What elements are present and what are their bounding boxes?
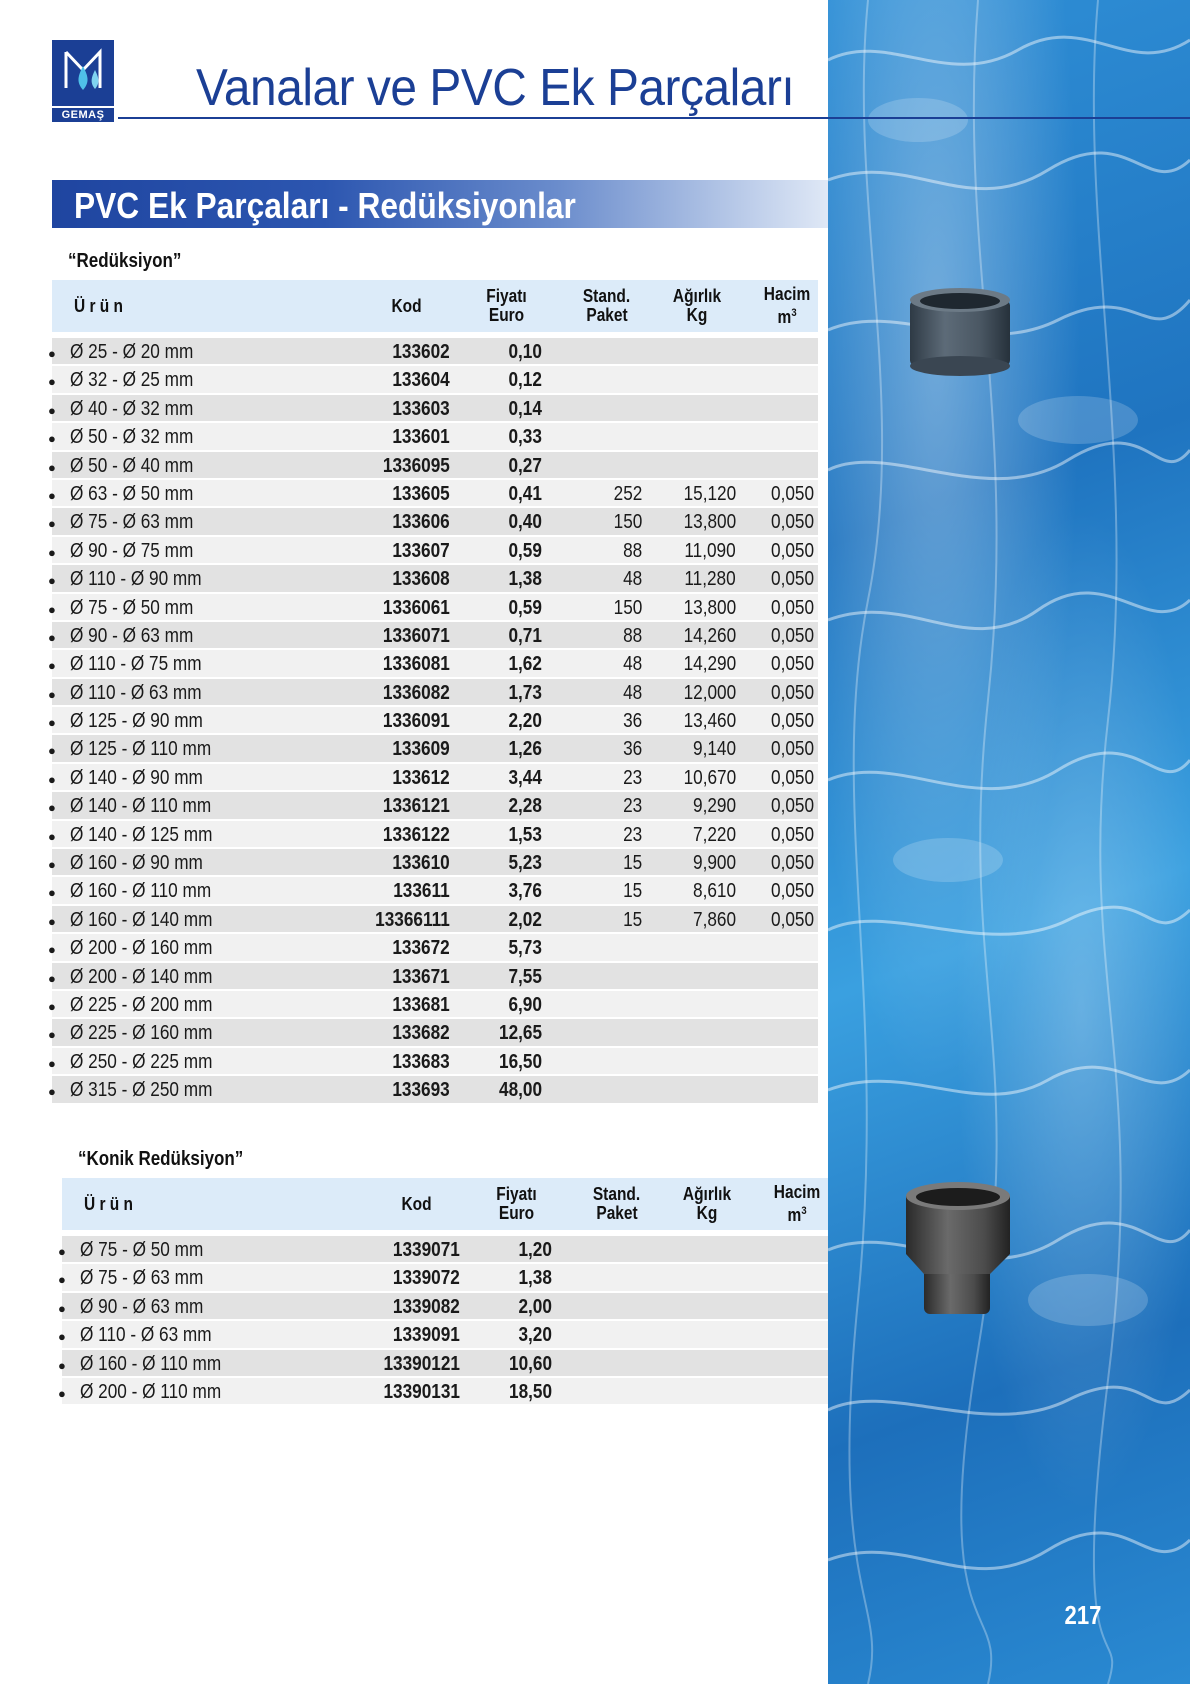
cell-agirlik: 14,260 xyxy=(683,624,736,647)
cell-paket: 23 xyxy=(622,766,642,789)
cell-urun: Ø 25 - Ø 20 mm xyxy=(70,341,194,363)
cell-paket xyxy=(562,1076,642,1104)
cell-fiyat: 2,02 xyxy=(508,908,542,931)
bullet: ● xyxy=(58,1272,66,1288)
bullet: ● xyxy=(48,970,56,986)
cell-urun: Ø 110 - Ø 63 mm xyxy=(80,1324,212,1347)
cell-urun: Ø 225 - Ø 160 mm xyxy=(70,1022,213,1045)
cell-agirlik xyxy=(652,963,736,991)
bullet: ● xyxy=(48,828,56,844)
table-row xyxy=(48,904,818,932)
col-fiyat: Fiyatı Euro xyxy=(496,1184,538,1223)
cell-fiyat: 1,53 xyxy=(508,823,542,846)
cell-fiyat: 2,20 xyxy=(508,710,542,733)
table-row xyxy=(48,393,818,421)
bullet: ● xyxy=(48,658,56,674)
cell-fiyat: 0,12 xyxy=(508,369,542,392)
cell-kod: 133601 xyxy=(392,426,450,449)
bullet: ● xyxy=(48,942,56,958)
cell-paket xyxy=(562,1048,642,1076)
bullet: ● xyxy=(58,1244,66,1259)
table-row xyxy=(48,733,818,761)
cell-hacim xyxy=(742,423,814,451)
cell-agirlik: 7,860 xyxy=(692,908,736,931)
cell-paket xyxy=(562,338,642,366)
cell-paket: 88 xyxy=(622,539,642,562)
col-hacim: Hacim $m^3$ xyxy=(773,1182,821,1225)
table-row xyxy=(58,1376,828,1404)
table-row xyxy=(48,961,818,989)
water-background xyxy=(828,0,1190,1684)
cell-hacim xyxy=(752,1293,824,1321)
cell-urun: Ø 250 - Ø 225 mm xyxy=(70,1050,213,1073)
cell-agirlik: 9,900 xyxy=(692,852,736,875)
cell-hacim: 0,050 xyxy=(770,852,814,875)
cell-hacim xyxy=(752,1378,824,1406)
table-header xyxy=(52,280,818,332)
cell-fiyat: 5,73 xyxy=(508,937,542,960)
cell-urun: Ø 140 - Ø 110 mm xyxy=(70,795,212,818)
cell-hacim: 0,050 xyxy=(770,482,814,505)
cell-fiyat: 48,00 xyxy=(498,1079,542,1102)
cell-fiyat: 0,59 xyxy=(508,596,542,619)
cell-urun: Ø 200 - Ø 140 mm xyxy=(70,965,213,988)
cell-urun: Ø 63 - Ø 50 mm xyxy=(70,482,194,505)
table-row xyxy=(58,1234,828,1262)
cell-hacim: 0,050 xyxy=(770,681,814,704)
cell-urun: Ø 110 - Ø 90 mm xyxy=(70,568,202,591)
table-row xyxy=(48,932,818,960)
cell-agirlik xyxy=(652,1076,736,1104)
cell-fiyat: 0,71 xyxy=(508,624,542,647)
table-row xyxy=(48,1046,818,1074)
cell-urun: Ø 160 - Ø 90 mm xyxy=(70,852,203,875)
bullet: ● xyxy=(48,913,56,929)
table-row xyxy=(48,478,818,506)
col-urun: Ü r ü n xyxy=(83,1193,134,1214)
cell-kod: 133681 xyxy=(392,993,450,1016)
cell-hacim: 0,050 xyxy=(770,568,814,591)
cell-agirlik xyxy=(652,395,736,423)
cell-paket: 48 xyxy=(622,568,642,591)
bullet: ● xyxy=(48,998,56,1014)
cell-agirlik: 11,280 xyxy=(684,568,736,591)
cell-kod: 1336095 xyxy=(383,454,450,477)
bullet: ● xyxy=(48,516,56,532)
cell-hacim xyxy=(742,395,814,423)
cell-paket: 150 xyxy=(613,511,642,534)
cell-hacim xyxy=(742,338,814,366)
cell-agirlik xyxy=(662,1293,746,1321)
cell-fiyat: 18,50 xyxy=(508,1380,552,1403)
cell-kod: 133605 xyxy=(392,482,450,505)
cell-kod: 1339072 xyxy=(393,1267,460,1290)
col-kod: Kod xyxy=(391,295,422,316)
cell-hacim: 0,050 xyxy=(770,710,814,733)
cell-agirlik xyxy=(662,1321,746,1349)
cell-agirlik xyxy=(652,1048,736,1076)
cell-agirlik xyxy=(652,452,736,480)
table-row xyxy=(48,1074,818,1102)
cell-hacim xyxy=(742,963,814,991)
konik-table xyxy=(58,1178,828,1404)
cell-agirlik: 15,120 xyxy=(683,482,736,505)
table-row xyxy=(48,336,818,364)
cell-fiyat: 3,44 xyxy=(508,766,542,789)
table-row xyxy=(48,450,818,478)
table-row xyxy=(58,1319,828,1347)
cell-kod: 1336081 xyxy=(383,653,450,676)
cell-fiyat: 2,00 xyxy=(518,1295,552,1318)
cell-hacim: 0,050 xyxy=(770,596,814,619)
cell-paket: 252 xyxy=(613,482,642,505)
col-fiyat: Fiyatı Euro xyxy=(486,286,528,325)
table-row xyxy=(48,790,818,818)
cell-kod: 1336082 xyxy=(383,681,450,704)
cell-fiyat: 1,62 xyxy=(508,653,542,676)
cell-urun: Ø 75 - Ø 50 mm xyxy=(80,1239,204,1261)
page-title: Vanalar ve PVC Ek Parçaları xyxy=(196,59,795,117)
cell-fiyat: 0,14 xyxy=(508,397,542,420)
cell-fiyat: 1,38 xyxy=(508,568,542,591)
cell-hacim: 0,050 xyxy=(770,738,814,761)
cell-hacim: 0,050 xyxy=(770,766,814,789)
table-row xyxy=(48,648,818,676)
table-row xyxy=(48,819,818,847)
cell-kod: 13366111 xyxy=(375,908,450,931)
cell-kod: 133607 xyxy=(392,539,450,562)
cell-agirlik: 9,140 xyxy=(692,738,736,761)
cell-agirlik xyxy=(652,991,736,1019)
col-hacim: Hacim $m^3$ xyxy=(763,284,811,327)
cell-hacim xyxy=(742,1019,814,1047)
cell-agirlik: 12,000 xyxy=(683,681,736,704)
cell-fiyat: 1,73 xyxy=(508,681,542,704)
cell-agirlik: 13,460 xyxy=(683,710,736,733)
table-header xyxy=(62,1178,828,1230)
bullet: ● xyxy=(48,800,56,816)
cell-urun: Ø 50 - Ø 32 mm xyxy=(70,426,194,449)
cell-hacim: 0,050 xyxy=(770,908,814,931)
gemas-logo xyxy=(52,40,114,122)
cell-agirlik xyxy=(662,1264,746,1292)
cell-paket xyxy=(572,1293,652,1321)
cell-kod: 1336091 xyxy=(383,710,450,733)
table-row xyxy=(48,847,818,875)
bullet: ● xyxy=(58,1300,66,1316)
cell-paket: 88 xyxy=(622,624,642,647)
cell-kod: 133672 xyxy=(392,937,450,960)
table-row xyxy=(48,535,818,563)
cell-kod: 133602 xyxy=(392,341,450,363)
section-banner xyxy=(52,180,828,228)
cell-fiyat: 0,33 xyxy=(508,426,542,449)
cell-paket: 48 xyxy=(622,653,642,676)
cell-paket xyxy=(562,452,642,480)
cell-agirlik: 11,090 xyxy=(684,539,736,562)
cell-fiyat: 0,59 xyxy=(508,539,542,562)
cell-urun: Ø 125 - Ø 90 mm xyxy=(70,710,203,733)
table-row xyxy=(48,875,818,903)
cell-hacim: 0,050 xyxy=(770,511,814,534)
cell-fiyat: 0,40 xyxy=(508,511,542,534)
cell-fiyat: 3,20 xyxy=(518,1324,552,1347)
cell-kod: 133609 xyxy=(392,738,450,761)
cell-urun: Ø 225 - Ø 200 mm xyxy=(70,993,213,1016)
konik-rows xyxy=(58,1234,828,1404)
cell-kod: 1336071 xyxy=(383,624,450,647)
cell-kod: 133683 xyxy=(392,1050,450,1073)
cell-fiyat: 1,38 xyxy=(518,1267,552,1290)
cell-hacim xyxy=(752,1350,824,1378)
cell-paket xyxy=(572,1236,652,1264)
cell-kod: 133610 xyxy=(392,852,450,875)
cell-urun: Ø 160 - Ø 110 mm xyxy=(80,1352,222,1375)
section-title: PVC Ek Parçaları - Redüksiyonlar xyxy=(74,185,576,226)
bullet: ● xyxy=(48,487,56,503)
cell-kod: 1336121 xyxy=(383,795,450,818)
reduksiyon-rows xyxy=(48,336,818,1103)
cell-urun: Ø 125 - Ø 110 mm xyxy=(70,738,212,761)
table-row xyxy=(48,563,818,591)
cell-hacim xyxy=(752,1264,824,1292)
cell-urun: Ø 200 - Ø 110 mm xyxy=(80,1380,222,1403)
cell-agirlik: 10,670 xyxy=(683,766,736,789)
cell-paket xyxy=(562,963,642,991)
cell-urun: Ø 40 - Ø 32 mm xyxy=(70,397,194,420)
table-row xyxy=(48,677,818,705)
cell-fiyat: 1,20 xyxy=(518,1239,552,1261)
cell-urun: Ø 90 - Ø 63 mm xyxy=(70,624,194,647)
reduksiyon-product-image xyxy=(904,286,1016,378)
cell-hacim xyxy=(742,1076,814,1104)
cell-hacim: 0,050 xyxy=(770,539,814,562)
cell-kod: 133612 xyxy=(392,766,450,789)
cell-urun: Ø 315 - Ø 250 mm xyxy=(70,1079,213,1102)
cell-hacim: 0,050 xyxy=(770,795,814,818)
cell-agirlik: 8,610 xyxy=(692,880,736,903)
cell-urun: Ø 75 - Ø 63 mm xyxy=(70,511,194,534)
logo-mark xyxy=(52,40,114,106)
cell-urun: Ø 75 - Ø 50 mm xyxy=(70,596,194,619)
cell-paket xyxy=(572,1378,652,1406)
header-divider xyxy=(118,117,1190,119)
cell-urun: Ø 140 - Ø 125 mm xyxy=(70,823,213,846)
cell-agirlik: 7,220 xyxy=(692,823,736,846)
reduksiyon-table xyxy=(48,280,818,1103)
cell-paket xyxy=(562,366,642,394)
table-row xyxy=(48,592,818,620)
cell-urun: Ø 110 - Ø 63 mm xyxy=(70,681,202,704)
cell-kod: 133608 xyxy=(392,568,450,591)
table-row xyxy=(48,1017,818,1045)
cell-kod: 1336061 xyxy=(383,596,450,619)
cell-paket: 23 xyxy=(622,795,642,818)
bullet: ● xyxy=(48,1055,56,1071)
cell-hacim xyxy=(742,1048,814,1076)
cell-paket: 15 xyxy=(622,880,642,903)
cell-agirlik: 9,290 xyxy=(692,795,736,818)
cell-agirlik xyxy=(652,423,736,451)
table-row xyxy=(48,506,818,534)
cell-kod: 133671 xyxy=(392,965,450,988)
bullet: ● xyxy=(48,346,56,361)
cell-paket: 36 xyxy=(622,738,642,761)
bullet: ● xyxy=(48,459,56,475)
cell-urun: Ø 75 - Ø 63 mm xyxy=(80,1267,204,1290)
cell-kod: 13390131 xyxy=(383,1380,460,1403)
cell-agirlik: 13,800 xyxy=(683,596,736,619)
table-row xyxy=(48,989,818,1017)
cell-paket xyxy=(572,1350,652,1378)
cell-paket xyxy=(572,1264,652,1292)
cell-kod: 133606 xyxy=(392,511,450,534)
cell-urun: Ø 200 - Ø 160 mm xyxy=(70,937,213,960)
cell-hacim xyxy=(752,1236,824,1264)
cell-fiyat: 10,60 xyxy=(508,1352,552,1375)
cell-agirlik xyxy=(652,366,736,394)
cell-paket: 36 xyxy=(622,710,642,733)
cell-paket xyxy=(562,934,642,962)
table-row xyxy=(48,620,818,648)
bullet: ● xyxy=(58,1357,66,1373)
cell-urun: Ø 50 - Ø 40 mm xyxy=(70,454,194,477)
cell-fiyat: 0,10 xyxy=(508,341,542,363)
bullet: ● xyxy=(48,544,56,560)
cell-hacim xyxy=(742,452,814,480)
bullet: ● xyxy=(48,857,56,873)
cell-fiyat: 5,23 xyxy=(508,852,542,875)
logo-text: GEMAŞ xyxy=(52,108,114,122)
cell-paket: 150 xyxy=(613,596,642,619)
cell-agirlik xyxy=(662,1350,746,1378)
cell-kod: 133682 xyxy=(392,1022,450,1045)
bullet: ● xyxy=(48,629,56,645)
cell-fiyat: 6,90 xyxy=(508,993,542,1016)
cell-paket xyxy=(572,1321,652,1349)
col-urun: Ü r ü n xyxy=(73,295,124,316)
cell-paket xyxy=(562,991,642,1019)
cell-paket: 15 xyxy=(622,908,642,931)
reduksiyon-heading: “Redüksiyon” xyxy=(68,250,182,272)
cell-paket: 15 xyxy=(622,852,642,875)
cell-urun: Ø 160 - Ø 140 mm xyxy=(70,908,213,931)
bullet: ● xyxy=(48,431,56,447)
col-kod: Kod xyxy=(401,1193,432,1214)
cell-fiyat: 12,65 xyxy=(498,1022,542,1045)
table-row xyxy=(58,1262,828,1290)
table-row xyxy=(48,364,818,392)
cell-fiyat: 1,26 xyxy=(508,738,542,761)
col-agirlik: Ağırlık Kg xyxy=(672,286,722,325)
cell-hacim: 0,050 xyxy=(770,653,814,676)
col-paket: Stand. Paket xyxy=(583,286,631,325)
cell-kod: 133604 xyxy=(392,369,450,392)
cell-kod: 1339091 xyxy=(393,1324,460,1347)
cell-paket xyxy=(562,395,642,423)
table-row xyxy=(48,762,818,790)
bullet: ● xyxy=(48,743,56,759)
bullet: ● xyxy=(48,1084,56,1100)
cell-kod: 133603 xyxy=(392,397,450,420)
cell-hacim: 0,050 xyxy=(770,880,814,903)
cell-paket: 23 xyxy=(622,823,642,846)
cell-kod: 1339071 xyxy=(393,1239,460,1261)
cell-urun: Ø 90 - Ø 63 mm xyxy=(80,1295,204,1318)
table-row xyxy=(58,1348,828,1376)
cell-hacim xyxy=(742,366,814,394)
cell-hacim: 0,050 xyxy=(770,624,814,647)
bullet: ● xyxy=(48,686,56,702)
col-agirlik: Ağırlık Kg xyxy=(682,1184,732,1223)
cell-agirlik: 14,290 xyxy=(683,653,736,676)
water-drops-icon xyxy=(52,40,114,106)
table-row xyxy=(58,1291,828,1319)
cell-kod: 133693 xyxy=(392,1079,450,1102)
cell-urun: Ø 160 - Ø 110 mm xyxy=(70,880,212,903)
cell-fiyat: 7,55 xyxy=(508,965,542,988)
cell-fiyat: 0,27 xyxy=(508,454,542,477)
cell-hacim xyxy=(742,934,814,962)
bullet: ● xyxy=(48,573,56,589)
bullet: ● xyxy=(58,1385,66,1401)
cell-urun: Ø 110 - Ø 75 mm xyxy=(70,653,202,676)
cell-kod: 13390121 xyxy=(383,1352,460,1375)
cell-fiyat: 16,50 xyxy=(498,1050,542,1073)
page-number: 217 xyxy=(1064,1600,1102,1630)
cell-fiyat: 3,76 xyxy=(508,880,542,903)
cell-agirlik xyxy=(652,934,736,962)
cell-agirlik xyxy=(662,1378,746,1406)
cell-paket xyxy=(562,423,642,451)
cell-fiyat: 2,28 xyxy=(508,795,542,818)
bullet: ● xyxy=(48,885,56,901)
cell-agirlik xyxy=(652,1019,736,1047)
cell-hacim xyxy=(742,991,814,1019)
table-row xyxy=(48,705,818,733)
cell-urun: Ø 32 - Ø 25 mm xyxy=(70,369,194,392)
cell-paket: 48 xyxy=(622,681,642,704)
cell-paket xyxy=(562,1019,642,1047)
cell-fiyat: 0,41 xyxy=(508,482,542,505)
bullet: ● xyxy=(48,1027,56,1043)
col-paket: Stand. Paket xyxy=(593,1184,641,1223)
water-caustics xyxy=(828,0,1190,1684)
cell-urun: Ø 140 - Ø 90 mm xyxy=(70,766,203,789)
cell-agirlik: 13,800 xyxy=(683,511,736,534)
cell-kod: 133611 xyxy=(393,880,450,903)
bullet: ● xyxy=(48,402,56,418)
bullet: ● xyxy=(48,374,56,390)
bullet: ● xyxy=(48,715,56,731)
cell-kod: 1339082 xyxy=(393,1295,460,1318)
bullet: ● xyxy=(58,1329,66,1345)
cell-urun: Ø 90 - Ø 75 mm xyxy=(70,539,194,562)
bullet: ● xyxy=(48,771,56,787)
cell-kod: 1336122 xyxy=(383,823,450,846)
cell-agirlik xyxy=(652,338,736,366)
cell-agirlik xyxy=(662,1236,746,1264)
cell-hacim: 0,050 xyxy=(770,823,814,846)
bullet: ● xyxy=(48,601,56,617)
table-row xyxy=(48,421,818,449)
cell-hacim xyxy=(752,1321,824,1349)
konik-heading: “Konik Redüksiyon” xyxy=(78,1148,244,1170)
konik-product-image xyxy=(898,1178,1018,1318)
